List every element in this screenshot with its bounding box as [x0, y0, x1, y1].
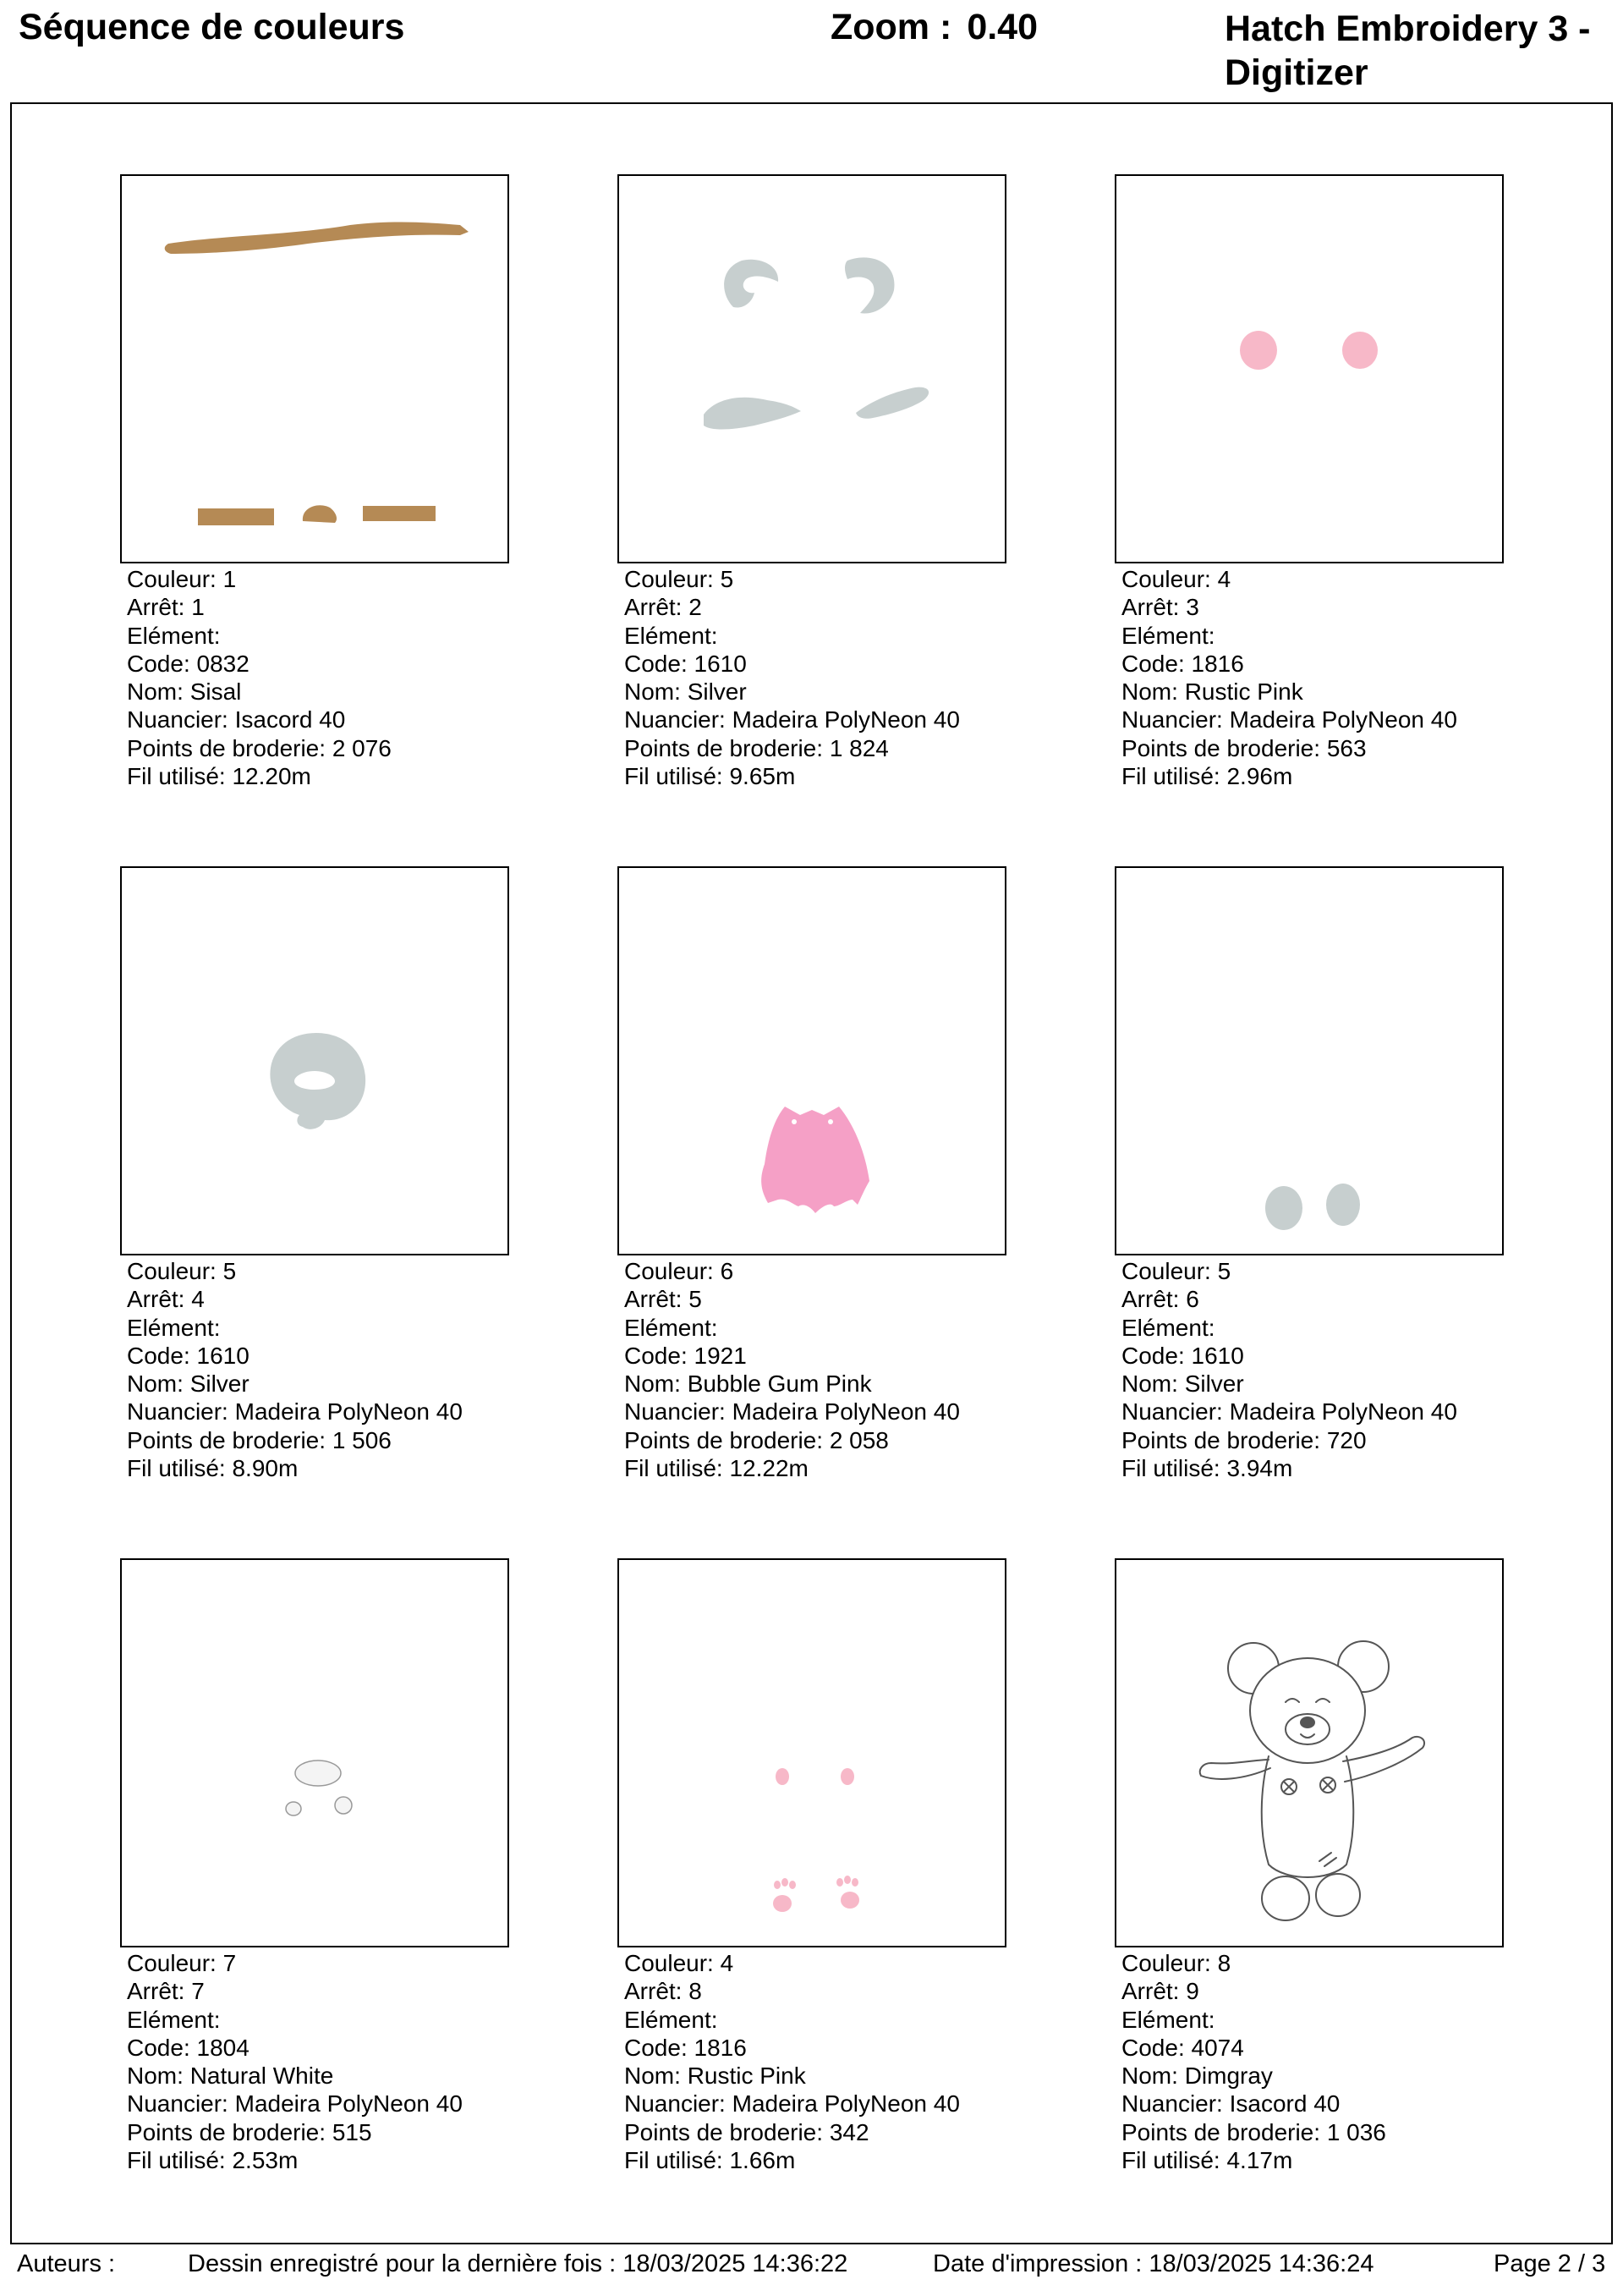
nom-line: Nom: Silver: [624, 678, 747, 706]
couleur-line: Couleur: 7: [127, 1950, 237, 1976]
sisal-bottom-left-bar: [198, 508, 274, 525]
sisal-top-stripe: [165, 222, 469, 254]
fil-line: Fil utilisé: 12.22m: [624, 1455, 809, 1482]
element-line: Elément:: [624, 1314, 718, 1341]
nom-line: Nom: Dimgray: [1121, 2063, 1273, 2090]
rustic-pink-left-cheek: [1240, 331, 1277, 370]
silver-foot-pads-shapes: [1116, 868, 1502, 1254]
rustic-pink-right-eye-blush: [841, 1768, 854, 1785]
points-line: Points de broderie: 563: [1121, 734, 1367, 761]
arret-line: Arrêt: 9: [1121, 1978, 1199, 2005]
stop-details: [1121, 1949, 1386, 2174]
arret-line: Arrêt: 5: [624, 1286, 702, 1313]
nuancier-line: Nuancier: Madeira PolyNeon 40: [1121, 706, 1457, 733]
bubble-gum-belly: [761, 1107, 869, 1213]
silver-right-ear: [845, 257, 894, 313]
nuancier-line: Nuancier: Madeira PolyNeon 40: [624, 2090, 960, 2117]
couleur-line: Couleur: 4: [1121, 566, 1231, 592]
code-line: Code: 1610: [1121, 1342, 1244, 1369]
couleur-line: Couleur: 6: [624, 1258, 734, 1284]
bear-body: [1262, 1756, 1354, 1877]
points-line: Points de broderie: 1 036: [1121, 2118, 1386, 2145]
nom-line: Nom: Rustic Pink: [624, 2063, 806, 2090]
element-line: Elément:: [127, 1314, 221, 1341]
bear-nose: [1301, 1717, 1314, 1727]
element-line: Elément:: [1121, 622, 1215, 649]
silver-right-arm: [856, 387, 929, 419]
page-title: Séquence de couleurs: [19, 7, 405, 47]
rustic-pink-left-toe-1: [774, 1881, 781, 1889]
silver-muzzle: [270, 1033, 365, 1129]
stop-preview: [120, 174, 509, 563]
zoom-label: Zoom :: [831, 7, 952, 47]
element-line: Elément:: [624, 622, 718, 649]
code-line: Code: 1921: [624, 1342, 747, 1369]
couleur-line: Couleur: 5: [127, 1258, 237, 1284]
fil-line: Fil utilisé: 4.17m: [1121, 2147, 1293, 2174]
arret-line: Arrêt: 4: [127, 1286, 205, 1313]
couleur-line: Couleur: 1: [127, 566, 237, 592]
nom-line: Nom: Sisal: [127, 678, 242, 706]
fil-line: Fil utilisé: 12.20m: [127, 763, 311, 790]
stop-preview: [617, 1558, 1006, 1947]
silver-right-foot-pad: [1326, 1184, 1360, 1226]
fil-line: Fil utilisé: 8.90m: [127, 1455, 299, 1482]
points-line: Points de broderie: 1 506: [127, 1426, 392, 1453]
rustic-pink-right-toe-3: [852, 1878, 858, 1887]
bear-right-foot: [1316, 1874, 1360, 1916]
nom-line: Nom: Silver: [1121, 1370, 1244, 1398]
couleur-line: Couleur: 5: [624, 566, 734, 592]
nuancier-line: Nuancier: Madeira PolyNeon 40: [127, 1398, 463, 1425]
nuancier-line: Nuancier: Madeira PolyNeon 40: [624, 1398, 960, 1425]
application-name-line-2: Digitizer: [1225, 52, 1368, 93]
stop-preview: [1115, 866, 1504, 1255]
rustic-pink-right-toe-2: [844, 1876, 851, 1884]
nuancier-line: Nuancier: Madeira PolyNeon 40: [1121, 1398, 1457, 1425]
footer-page-number: Page 2 / 3: [1494, 2250, 1606, 2277]
arret-line: Arrêt: 3: [1121, 594, 1199, 621]
bear-belly-stitch: [1319, 1853, 1336, 1866]
couleur-line: Couleur: 8: [1121, 1950, 1231, 1976]
arret-line: Arrêt: 1: [127, 594, 205, 621]
fil-line: Fil utilisé: 9.65m: [624, 763, 796, 790]
bear-right-button-cross: [1323, 1780, 1333, 1790]
stop-preview: [1115, 1558, 1504, 1947]
bubble-gum-belly-left-hole: [792, 1119, 797, 1124]
code-line: Code: 1610: [127, 1342, 249, 1369]
application-name: [1225, 7, 1614, 95]
natural-white-left-dot: [286, 1802, 301, 1815]
footer-authors: Auteurs :: [17, 2250, 116, 2277]
silver-left-arm: [704, 398, 801, 430]
rustic-pink-right-cheek: [1342, 332, 1378, 369]
points-line: Points de broderie: 2 076: [127, 734, 392, 761]
bear-left-arm: [1200, 1760, 1270, 1779]
nom-line: Nom: Natural White: [127, 2063, 334, 2090]
points-line: Points de broderie: 720: [1121, 1426, 1367, 1453]
footer-last-saved: Dessin enregistré pour la dernière fois : 18/03/2025 14:36:22: [188, 2250, 848, 2277]
silver-ears-arms-shapes: [619, 176, 1005, 562]
zoom-value: 0.40: [967, 7, 1039, 47]
bear-left-button-cross: [1284, 1782, 1294, 1792]
element-line: Elément:: [1121, 1314, 1215, 1341]
stop-preview: [617, 866, 1006, 1255]
bubble-gum-belly-shape: [619, 868, 1005, 1254]
points-line: Points de broderie: 342: [624, 2118, 869, 2145]
arret-line: Arrêt: 2: [624, 594, 702, 621]
stop-details: [624, 1257, 960, 1482]
stop-preview: [1115, 174, 1504, 563]
application-name-line-1: Hatch Embroidery 3 -: [1225, 8, 1591, 49]
bear-head: [1250, 1658, 1365, 1763]
silver-left-ear: [724, 260, 778, 308]
fil-line: Fil utilisé: 2.96m: [1121, 763, 1293, 790]
arret-line: Arrêt: 7: [127, 1978, 205, 2005]
stop-preview: [120, 1558, 509, 1947]
code-line: Code: 4074: [1121, 2034, 1244, 2061]
arret-line: Arrêt: 8: [624, 1978, 702, 2005]
nom-line: Nom: Rustic Pink: [1121, 678, 1303, 706]
rustic-pink-left-toe-2: [781, 1878, 788, 1887]
arret-line: Arrêt: 6: [1121, 1286, 1199, 1313]
silver-muzzle-shape: [122, 868, 507, 1254]
code-line: Code: 1804: [127, 2034, 249, 2061]
sisal-bottom-center-blob: [303, 505, 337, 523]
bear-right-arm: [1343, 1737, 1424, 1782]
stop-preview: [617, 174, 1006, 563]
rustic-pink-left-paw-pad: [773, 1895, 792, 1912]
code-line: Code: 0832: [127, 650, 249, 677]
element-line: Elément:: [127, 622, 221, 649]
fil-line: Fil utilisé: 1.66m: [624, 2147, 796, 2174]
nom-line: Nom: Silver: [127, 1370, 249, 1398]
stop-details: [624, 565, 960, 790]
couleur-line: Couleur: 5: [1121, 1258, 1231, 1284]
stop-details: [624, 1949, 960, 2174]
stop-preview: [120, 866, 509, 1255]
element-line: Elément:: [1121, 2006, 1215, 2033]
stop-details: [1121, 565, 1457, 790]
stop-details: [127, 565, 392, 790]
natural-white-highlights-shapes: [122, 1560, 507, 1946]
nuancier-line: Nuancier: Isacord 40: [127, 706, 346, 733]
rustic-pink-right-toe-1: [836, 1878, 843, 1887]
stop-details: [127, 1949, 463, 2174]
code-line: Code: 1816: [624, 2034, 747, 2061]
points-line: Points de broderie: 515: [127, 2118, 372, 2145]
element-line: Elément:: [127, 2006, 221, 2033]
stop-details: [1121, 1257, 1457, 1482]
sisal-stripes-shapes: [122, 176, 507, 562]
couleur-line: Couleur: 4: [624, 1950, 734, 1976]
nuancier-line: Nuancier: Isacord 40: [1121, 2090, 1341, 2117]
fil-line: Fil utilisé: 3.94m: [1121, 1455, 1293, 1482]
sisal-bottom-right-bar: [363, 506, 436, 521]
rustic-pink-left-toe-3: [789, 1881, 796, 1889]
zoom-indicator: [831, 7, 1038, 48]
points-line: Points de broderie: 2 058: [624, 1426, 889, 1453]
dimgray-bear-outline: [1116, 1560, 1502, 1946]
code-line: Code: 1816: [1121, 650, 1244, 677]
element-line: Elément:: [624, 2006, 718, 2033]
rustic-pink-left-eye-blush: [776, 1768, 789, 1785]
footer-print-date: Date d'impression : 18/03/2025 14:36:24: [933, 2250, 1374, 2277]
natural-white-right-dot: [335, 1797, 352, 1814]
silver-left-foot-pad: [1265, 1186, 1302, 1230]
stop-details: [127, 1257, 463, 1482]
rustic-pink-cheeks-shapes: [1116, 176, 1502, 562]
code-line: Code: 1610: [624, 650, 747, 677]
fil-line: Fil utilisé: 2.53m: [127, 2147, 299, 2174]
natural-white-muzzle-highlight: [295, 1760, 341, 1786]
nuancier-line: Nuancier: Madeira PolyNeon 40: [624, 706, 960, 733]
nom-line: Nom: Bubble Gum Pink: [624, 1370, 872, 1398]
points-line: Points de broderie: 1 824: [624, 734, 889, 761]
bubble-gum-belly-right-hole: [828, 1119, 833, 1124]
nuancier-line: Nuancier: Madeira PolyNeon 40: [127, 2090, 463, 2117]
rustic-pink-right-paw-pad: [841, 1892, 859, 1909]
rustic-pink-paw-pads-shapes: [619, 1560, 1005, 1946]
bear-left-foot: [1262, 1876, 1309, 1920]
